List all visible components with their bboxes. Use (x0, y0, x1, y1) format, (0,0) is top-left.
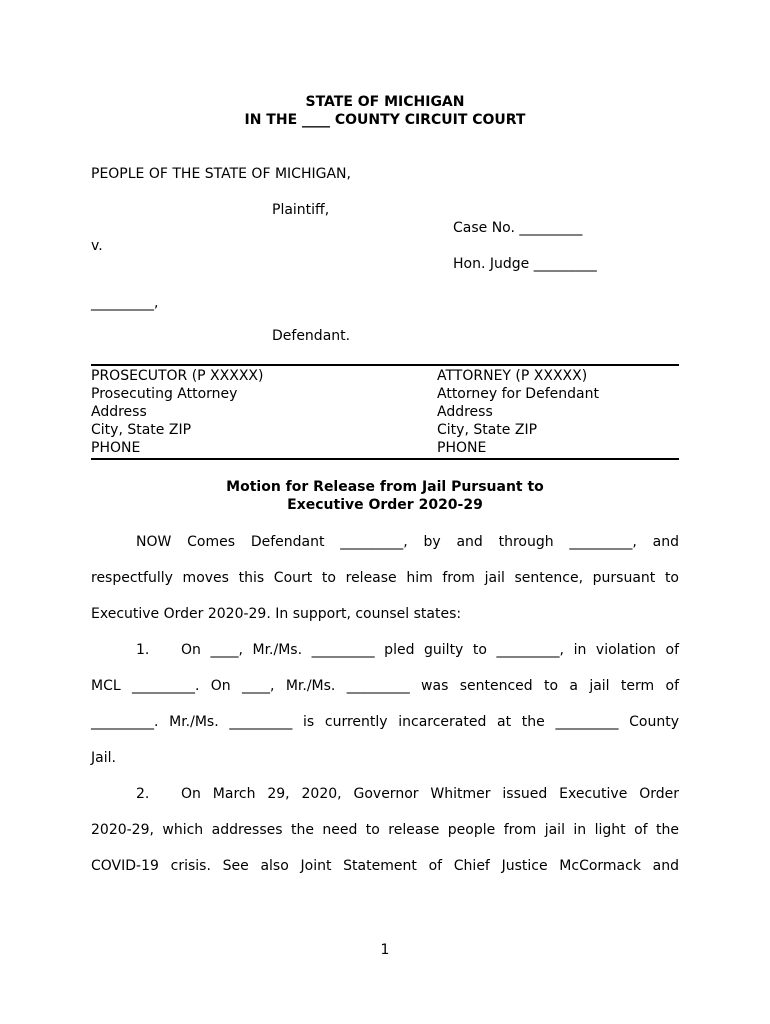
judge-name: Hon. Judge _________ (453, 256, 597, 272)
top-divider (91, 364, 679, 366)
prosecutor-line: PROSECUTOR (P XXXXX) (91, 368, 264, 384)
prosecutor-line: Prosecuting Attorney (91, 386, 238, 402)
page-number: 1 (380, 942, 390, 958)
defense-line: Attorney for Defendant (437, 386, 599, 402)
prosecutor-line: City, State ZIP (91, 422, 192, 438)
motion-title-line1: Motion for Release from Jail Pursuant to (226, 479, 544, 495)
prosecutor-line: PHONE (91, 440, 141, 456)
prosecutor-line: Address (91, 404, 147, 420)
paragraph-2-number: 2. (136, 786, 150, 802)
bottom-divider (91, 458, 679, 460)
intro-line-1: NOW Comes Defendant _________, by and through _________, and (136, 534, 679, 550)
defense-line: PHONE (437, 440, 487, 456)
versus-label: v. (91, 238, 103, 254)
defense-line: ATTORNEY (P XXXXX) (437, 368, 588, 384)
paragraph-1-line-1: On ____, Mr./Ms. _________ pled guilty to _________, in violation of (181, 642, 679, 658)
paragraph-2-line-3: COVID-19 crisis. See also Joint Statement of Chief Justice McCormack and (91, 858, 679, 874)
paragraph-2-line-2: 2020-29, which addresses the need to release people from jail in light of the (91, 822, 679, 838)
court-name-heading: IN THE ____ COUNTY CIRCUIT COURT (244, 112, 526, 128)
paragraph-1-line-3: _________. Mr./Ms. _________ is currently incarcerated at the _________ County (91, 714, 679, 730)
plaintiff-role: Plaintiff, (272, 202, 330, 218)
defendant-name: _________, (91, 295, 159, 311)
intro-line-3: Executive Order 2020-29. In support, counsel states: (91, 606, 462, 622)
motion-title-line2: Executive Order 2020-29 (287, 497, 483, 513)
defendant-role: Defendant. (272, 328, 351, 344)
defense-attorney-block (437, 367, 599, 457)
paragraph-1-number: 1. (136, 642, 150, 658)
prosecutor-block (91, 367, 263, 457)
paragraph-1-line-4: Jail. (91, 750, 116, 766)
defense-line: City, State ZIP (437, 422, 538, 438)
paragraph-2-line-1: On March 29, 2020, Governor Whitmer issued Executive Order (181, 786, 679, 802)
plaintiff-name: PEOPLE OF THE STATE OF MICHIGAN, (91, 166, 351, 182)
case-number: Case No. _________ (453, 220, 583, 236)
defense-line: Address (437, 404, 493, 420)
court-state-heading: STATE OF MICHIGAN (305, 94, 465, 110)
paragraph-1-line-2: MCL _________. On ____, Mr./Ms. _________ was sentenced to a jail term of (91, 678, 679, 694)
intro-line-2: respectfully moves this Court to release him from jail sentence, pursuant to (91, 570, 679, 586)
